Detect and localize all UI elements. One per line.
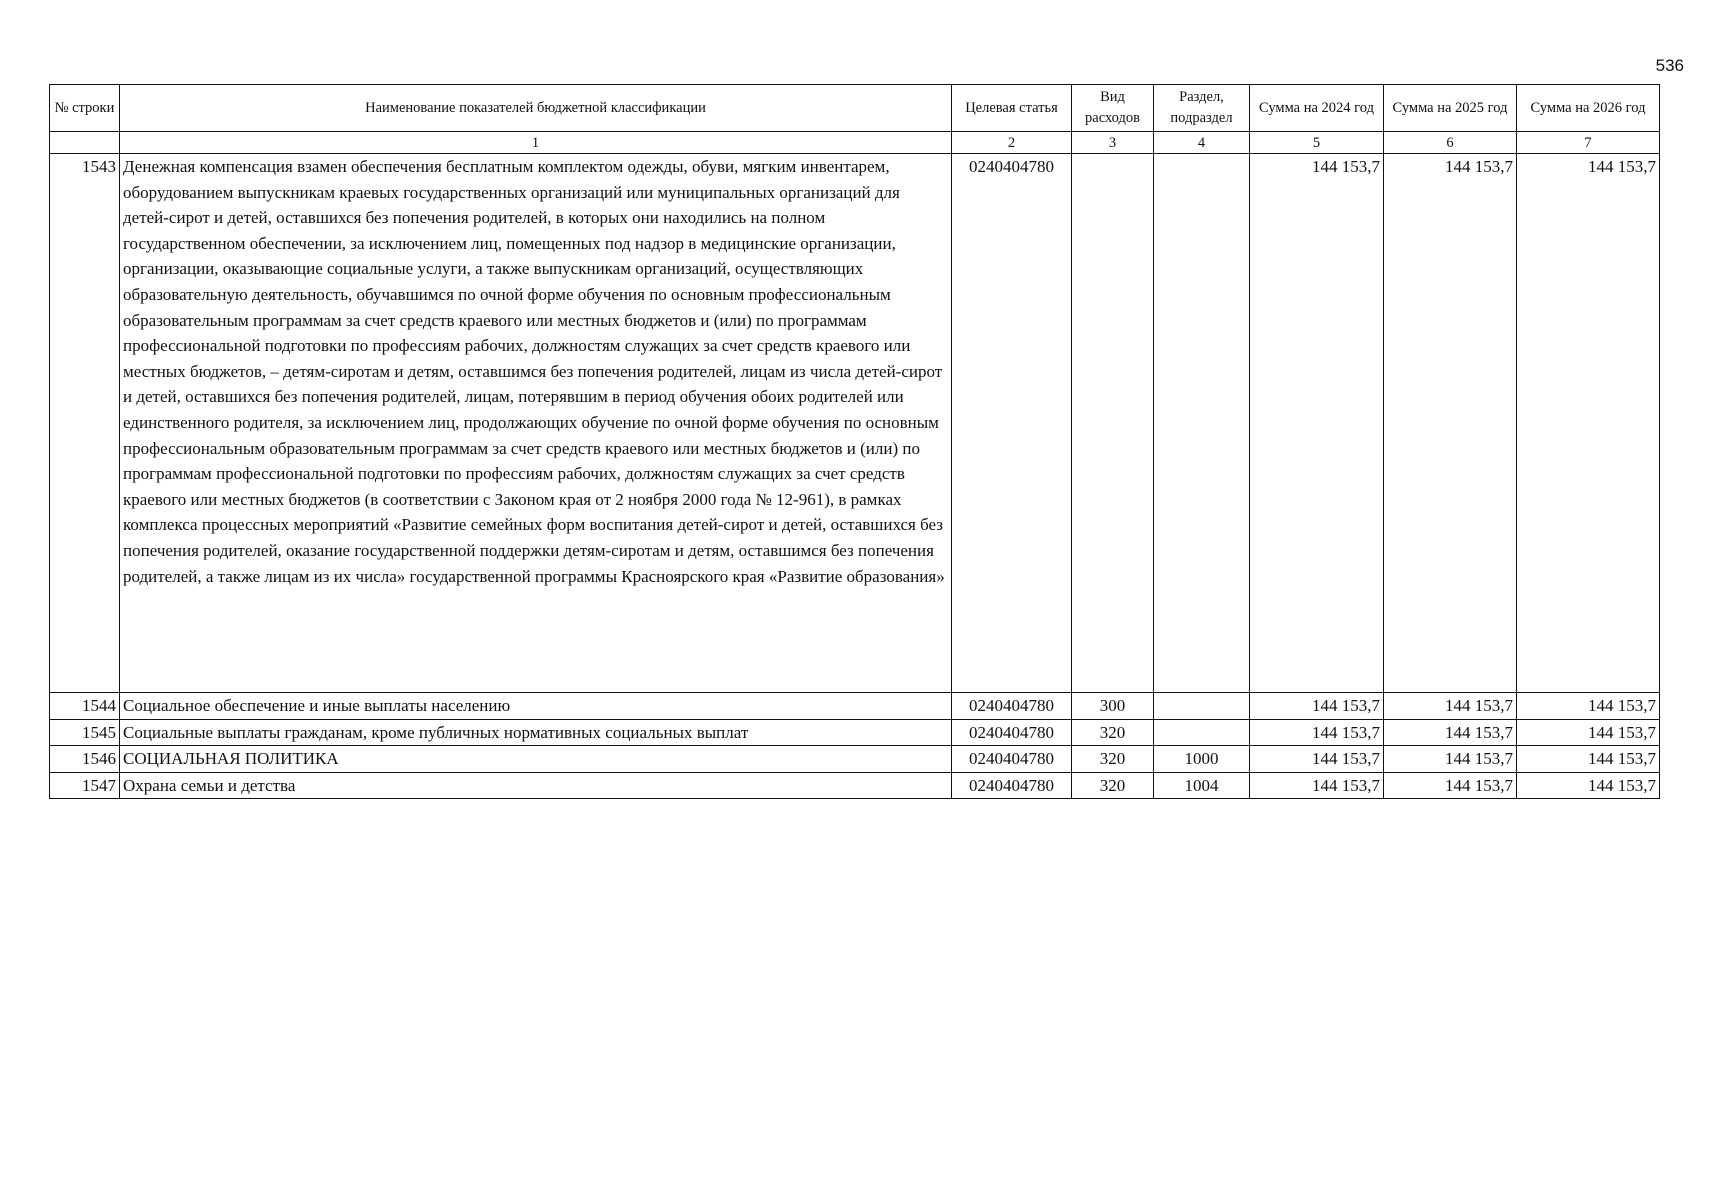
row-section: 1000: [1154, 746, 1250, 773]
column-number: [50, 132, 120, 154]
row-sum-2024: 144 153,7: [1250, 154, 1384, 693]
row-number: 1543: [50, 154, 120, 693]
budget-table: [49, 84, 1660, 799]
row-sum-2024: 144 153,7: [1250, 746, 1384, 773]
header-section: Раздел, подраздел: [1154, 85, 1250, 132]
column-number-row: [50, 132, 1660, 154]
row-sum-2026: 144 153,7: [1517, 746, 1660, 773]
row-sum-2025: 144 153,7: [1384, 772, 1517, 799]
row-sum-2026: 144 153,7: [1517, 719, 1660, 746]
column-number: 6: [1384, 132, 1517, 154]
row-section: [1154, 719, 1250, 746]
row-sum-2024: 144 153,7: [1250, 693, 1384, 720]
row-target-article: 0240404780: [952, 154, 1072, 693]
column-number: 1: [120, 132, 952, 154]
table-row: [50, 719, 1660, 746]
row-sum-2025: 144 153,7: [1384, 746, 1517, 773]
row-number: 1546: [50, 746, 120, 773]
header-name: Наименование показателей бюджетной классификации: [120, 85, 952, 132]
row-expense-type: 320: [1072, 772, 1154, 799]
row-sum-2026: 144 153,7: [1517, 693, 1660, 720]
header-sum-2025: Сумма на 2025 год: [1384, 85, 1517, 132]
column-number: 3: [1072, 132, 1154, 154]
row-expense-type: [1072, 154, 1154, 693]
row-name: СОЦИАЛЬНАЯ ПОЛИТИКА: [120, 746, 952, 773]
row-section: 1004: [1154, 772, 1250, 799]
row-sum-2025: 144 153,7: [1384, 693, 1517, 720]
row-expense-type: 320: [1072, 746, 1154, 773]
table-row: [50, 693, 1660, 720]
row-target-article: 0240404780: [952, 746, 1072, 773]
row-name: Социальные выплаты гражданам, кроме публичных нормативных социальных выплат: [120, 719, 952, 746]
header-expense-type: Вид расходов: [1072, 85, 1154, 132]
column-number: 7: [1517, 132, 1660, 154]
row-target-article: 0240404780: [952, 772, 1072, 799]
row-target-article: 0240404780: [952, 693, 1072, 720]
column-number: 2: [952, 132, 1072, 154]
table-header: [50, 85, 1660, 154]
row-sum-2025: 144 153,7: [1384, 154, 1517, 693]
table-row: [50, 154, 1660, 693]
header-row: [50, 85, 1660, 132]
row-expense-type: 320: [1072, 719, 1154, 746]
row-name: Охрана семьи и детства: [120, 772, 952, 799]
row-number: 1547: [50, 772, 120, 799]
table-row: [50, 772, 1660, 799]
row-number: 1544: [50, 693, 120, 720]
row-section: [1154, 154, 1250, 693]
table-row: [50, 746, 1660, 773]
header-target-article: Целевая статья: [952, 85, 1072, 132]
page-number: 536: [1655, 56, 1684, 75]
table-body: [50, 154, 1660, 799]
header-row-number: № строки: [50, 85, 120, 132]
row-sum-2025: 144 153,7: [1384, 719, 1517, 746]
row-section: [1154, 693, 1250, 720]
row-sum-2024: 144 153,7: [1250, 772, 1384, 799]
row-sum-2026: 144 153,7: [1517, 772, 1660, 799]
header-sum-2024: Сумма на 2024 год: [1250, 85, 1384, 132]
row-sum-2026: 144 153,7: [1517, 154, 1660, 693]
row-target-article: 0240404780: [952, 719, 1072, 746]
row-name: Социальное обеспечение и иные выплаты населению: [120, 693, 952, 720]
column-number: 4: [1154, 132, 1250, 154]
row-name: Денежная компенсация взамен обеспечения бесплатным комплектом одежды, обуви, мягким инвентарем, оборудованием выпускникам краевых государственных организаций или муниципальных организаций для детей-сирот и детей, оставшихся без попечения родителей, в которых они находились на полном государственном обеспечении, за исключением лиц, помещенных под надзор в медицинские организации, организации, оказывающие социальные услуги, а также выпускникам организаций, осуществляющих образовательную деятельность, обучавшимся по очной форме обучения по основным профессиональным образовательным программам за счет средств краевого или местных бюджетов и (или) по программам профессиональной подготовки по профессиям рабочих, должностям служащих за счет средств краевого или местных бюджетов, – детям-сиротам и детям, оставшимся без попечения родителей, лицам из числа детей-сирот и детей, оставшихся без попечения родителей, лицам, потерявшим в период обучения обоих родителей или единственного родителя, за исключением лиц, продолжающих обучение по очной форме обучения по основным профессиональным образовательным программам за счет средств краевого или местных бюджетов и (или) по программам профессиональной подготовки по профессиям рабочих, должностям служащих за счет средств краевого или местных бюджетов (в соответствии с Законом края от 2 ноября 2000 года № 12-961), в рамках комплекса процессных мероприятий «Развитие семейных форм воспитания детей-сирот и детей, оставшихся без попечения родителей, оказание государственной поддержки детям-сиротам и детям, оставшимся без попечения родителей, а также лицам из их числа» государственной программы Красноярского края «Развитие образования»: [120, 154, 952, 693]
row-expense-type: 300: [1072, 693, 1154, 720]
column-number: 5: [1250, 132, 1384, 154]
header-sum-2026: Сумма на 2026 год: [1517, 85, 1660, 132]
row-sum-2024: 144 153,7: [1250, 719, 1384, 746]
row-number: 1545: [50, 719, 120, 746]
